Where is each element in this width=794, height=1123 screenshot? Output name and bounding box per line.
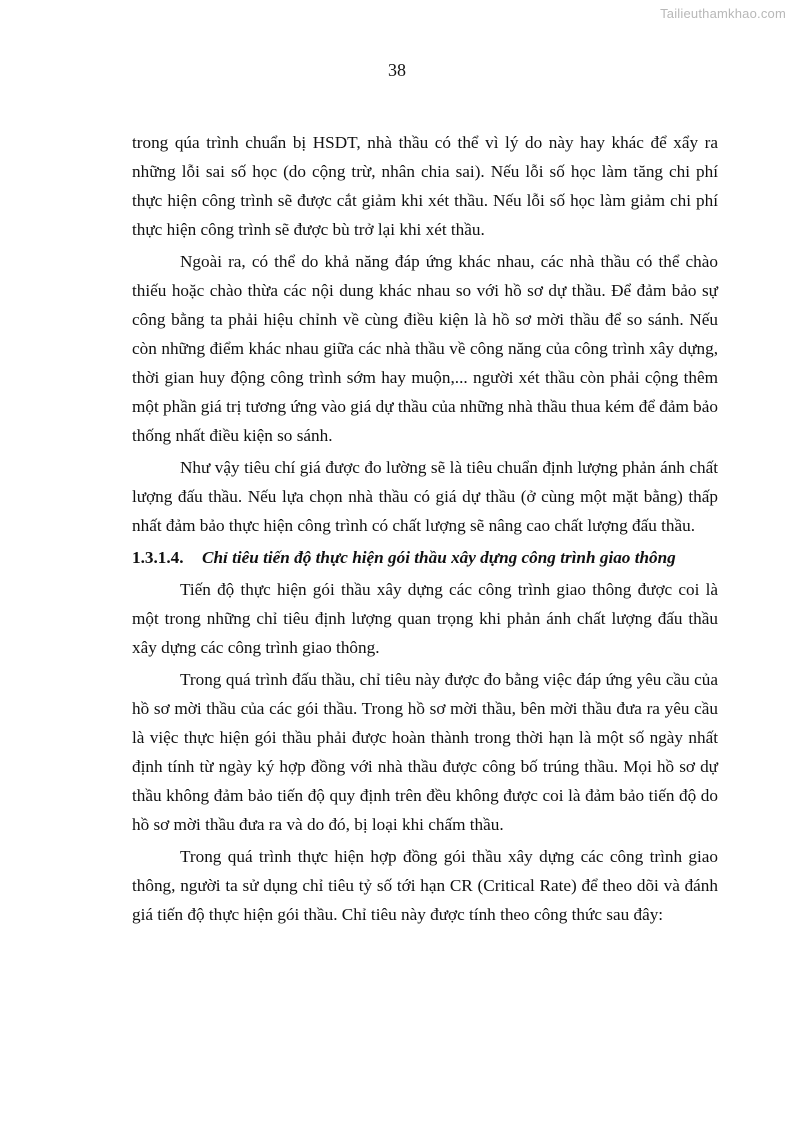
document-body: [132, 128, 718, 932]
paragraph-5: Trong quá trình đấu thầu, chỉ tiêu này được đo bằng việc đáp ứng yêu cầu của hồ sơ mời thầu của các gói thầu. Trong hồ sơ mời thầu, bên mời thầu đưa ra yêu cầu là việc thực hiện gói thầu phải được hoàn thành trong thời hạn là một số ngày nhất định tính từ ngày ký hợp đồng với nhà thầu được công bố trúng thầu. Mọi hồ sơ dự thầu không đảm bảo tiến độ quy định trên đều không được coi là đảm bảo tiến độ do hồ sơ mời thầu đưa ra và do đó, bị loại khi chấm thầu.: [132, 670, 718, 834]
section-heading-number: 1.3.1.4.: [132, 548, 184, 567]
paragraph-2: Ngoài ra, có thể do khả năng đáp ứng khác nhau, các nhà thầu có thể chào thiếu hoặc chào thừa các nội dung khác nhau so với hồ sơ dự thầu. Để đảm bảo sự công bằng ta phải hiệu chỉnh về cùng điều kiện là hồ sơ mời thầu để so sánh. Nếu còn những điểm khác nhau giữa các nhà thầu về công năng của công trình xây dựng, thời gian huy động công trình sớm hay muộn,... người xét thầu còn phải cộng thêm một phần giá trị tương ứng vào giá dự thầu của những nhà thầu thua kém để đảm bảo thống nhất điều kiện so sánh.: [132, 252, 718, 445]
section-heading-title: Chỉ tiêu tiến độ thực hiện gói thầu xây dựng công trình giao thông: [202, 548, 676, 567]
paragraph-3: Như vậy tiêu chí giá được đo lường sẽ là tiêu chuẩn định lượng phản ánh chất lượng đấu thầu. Nếu lựa chọn nhà thầu có giá dự thầu (ở cùng một mặt bằng) thấp nhất đảm bảo thực hiện công trình có chất lượng sẽ nâng cao chất lượng đấu thầu.: [132, 458, 718, 535]
section-heading: [132, 543, 718, 572]
paragraph-1: trong qúa trình chuẩn bị HSDT, nhà thầu có thể vì lý do này hay khác để xẩy ra những lỗi sai số học (do cộng trừ, nhân chia sai). Nếu lỗi số học làm tăng chi phí thực hiện công trình sẽ được cắt giảm khi xét thầu. Nếu lỗi số học làm giảm chi phí thực hiện công trình sẽ được bù trở lại khi xét thầu.: [132, 133, 718, 239]
page-number: 38: [388, 60, 406, 80]
watermark: Tailieuthamkhao.com: [660, 6, 786, 21]
paragraph-4: Tiến độ thực hiện gói thầu xây dựng các công trình giao thông được coi là một trong những chỉ tiêu định lượng quan trọng khi phản ánh chất lượng đấu thầu xây dựng các công trình giao thông.: [132, 580, 718, 657]
paragraph-6: Trong quá trình thực hiện hợp đồng gói thầu xây dựng các công trình giao thông, người ta sử dụng chỉ tiêu tỷ số tới hạn CR (Critical Rate) để theo dõi và đánh giá tiến độ thực hiện gói thầu. Chỉ tiêu này được tính theo công thức sau đây:: [132, 847, 718, 924]
